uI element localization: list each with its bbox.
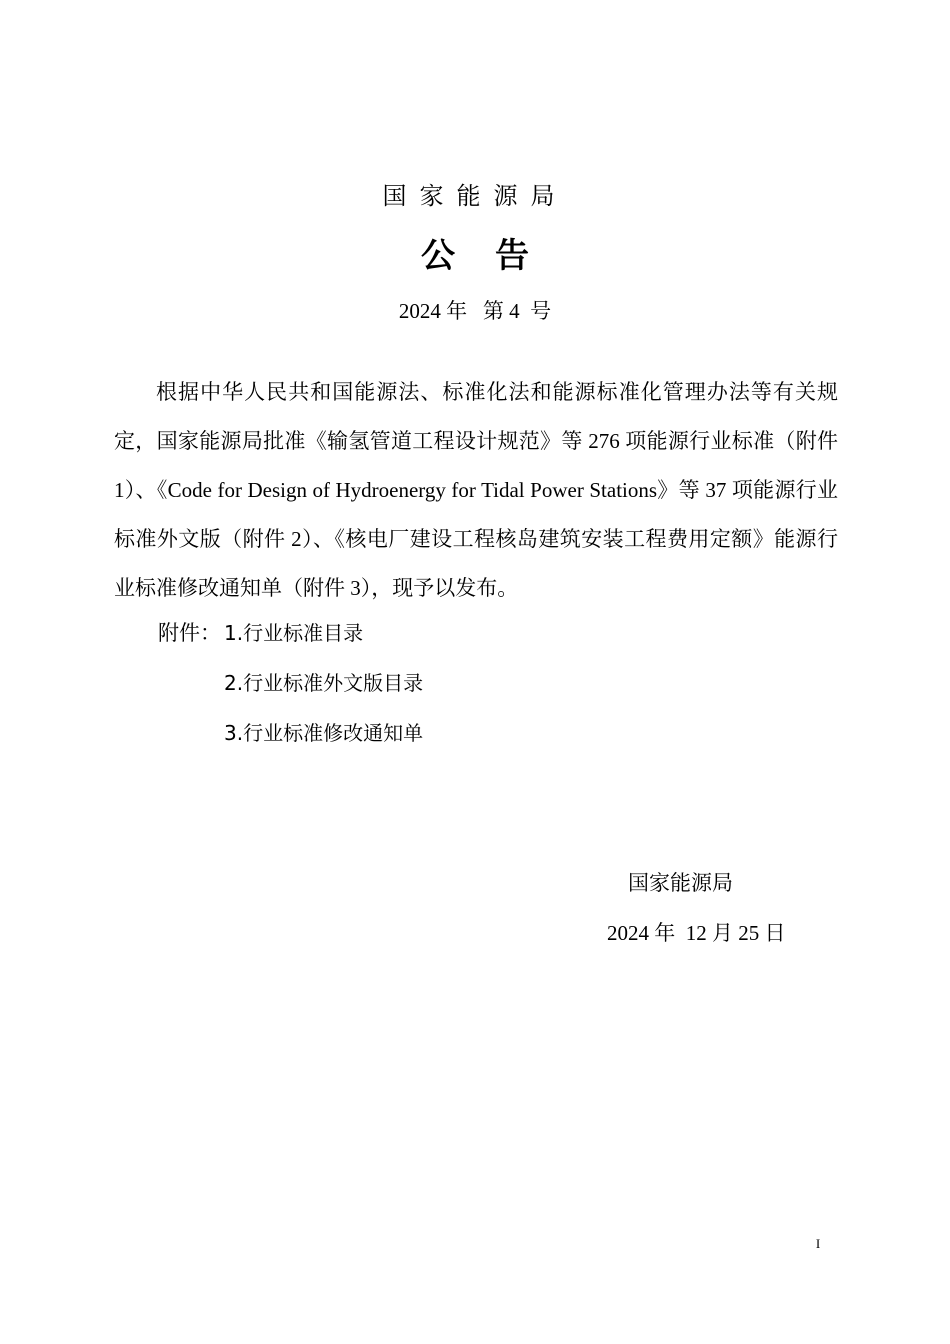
attachment-item-2: 2.行业标准外文版目录 (224, 671, 424, 695)
signature-date: 2024 年 12 月 25 日 (607, 921, 786, 945)
attachment-item-1: 1.行业标准目录 (224, 621, 364, 645)
issuing-agency: 国家能源局 (382, 182, 568, 210)
document-type-title: 公告 (421, 236, 569, 276)
attachment-item-3: 3.行业标准修改通知单 (224, 721, 424, 745)
announcement-paragraph: 根据中华人民共和国能源法、标准化法和能源标准化管理办法等有关规定，国家能源局批准《输氢管道工程设计规范》等 276 项能源行业标准（附件 1）、《Code for Design of Hydroenergy for Tidal Power Stations》等 37 项能源行业标准外文版（附件 2）、《核电厂建设工程核岛建筑安装工程费用定额》能源行业标准修改通知单（附件 3），现予以发布。 (114, 380, 838, 600)
signature-organization: 国家能源局 (628, 871, 733, 895)
document-number: 2024 年 第 4 号 (398, 299, 552, 323)
attachment-label: 附件： (158, 621, 221, 645)
page-number: I (815, 1236, 821, 1251)
